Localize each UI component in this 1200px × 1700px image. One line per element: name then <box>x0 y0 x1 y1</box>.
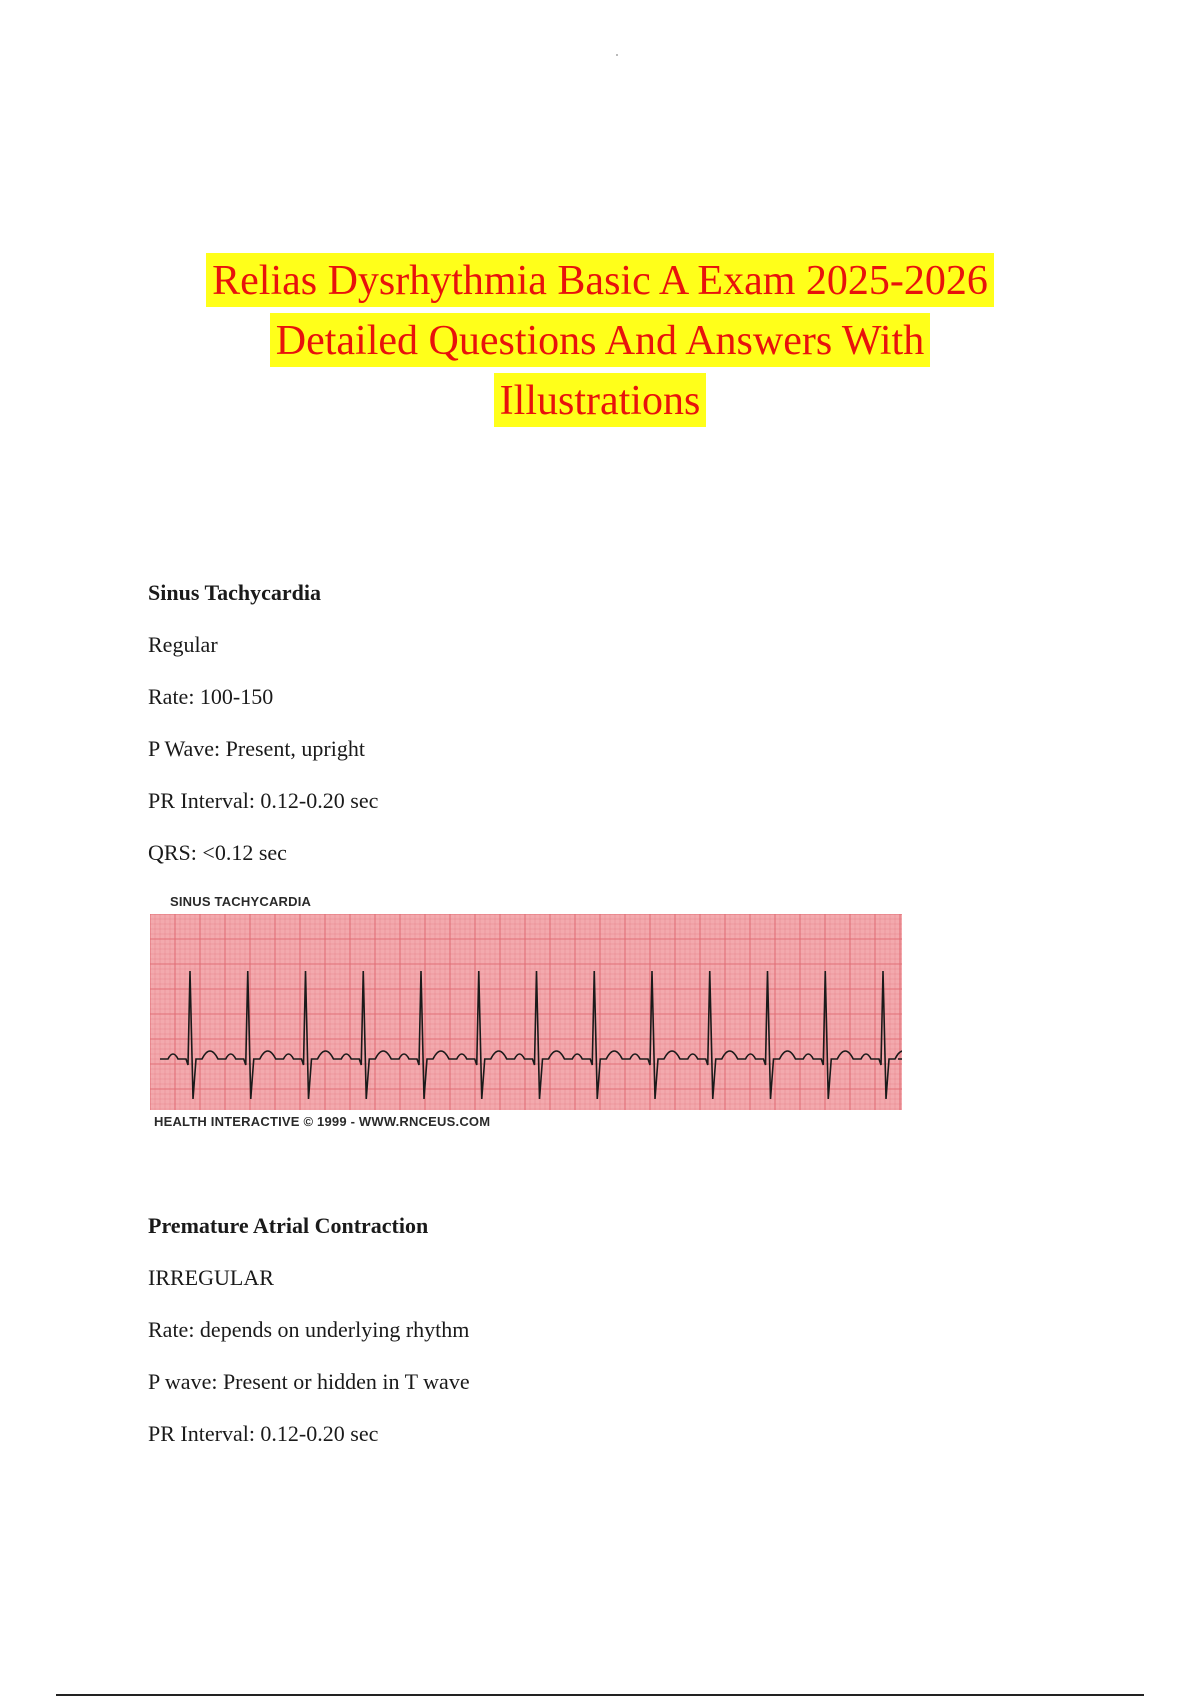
section-heading-premature-atrial-contraction: Premature Atrial Contraction <box>148 1213 429 1238</box>
pac-rate: Rate: depends on underlying rhythm <box>148 1317 470 1342</box>
title-line-2: Detailed Questions And Answers With <box>270 313 930 367</box>
sinus-tachy-rhythm: Regular <box>148 632 218 657</box>
pac-rhythm: IRREGULAR <box>148 1265 274 1290</box>
section-heading-sinus-tachycardia: Sinus Tachycardia <box>148 580 322 605</box>
ecg-strip-label: SINUS TACHYCARDIA <box>170 894 312 909</box>
sinus-tachy-pr-interval: PR Interval: 0.12-0.20 sec <box>148 788 379 813</box>
page-speck <box>616 54 618 56</box>
sinus-tachy-qrs: QRS: <0.12 sec <box>148 840 287 865</box>
sinus-tachy-rate: Rate: 100-150 <box>148 684 274 709</box>
pac-pr-interval: PR Interval: 0.12-0.20 sec <box>148 1421 379 1446</box>
sinus-tachy-p-wave: P Wave: Present, upright <box>148 736 365 761</box>
title-line-3: Illustrations <box>494 373 707 427</box>
title-line-1: Relias Dysrhythmia Basic A Exam 2025-2026 <box>206 253 994 307</box>
ecg-strip-credit: HEALTH INTERACTIVE © 1999 - WWW.RNCEUS.COM <box>154 1114 491 1129</box>
pac-p-wave: P wave: Present or hidden in T wave <box>148 1369 470 1394</box>
ecg-strip-image <box>150 914 902 1110</box>
document-title <box>0 250 1200 430</box>
ecg-figure-sinus-tachycardia <box>148 892 904 1132</box>
ecg-grid-background <box>150 914 902 1110</box>
page-footer-rule <box>56 1694 1144 1696</box>
